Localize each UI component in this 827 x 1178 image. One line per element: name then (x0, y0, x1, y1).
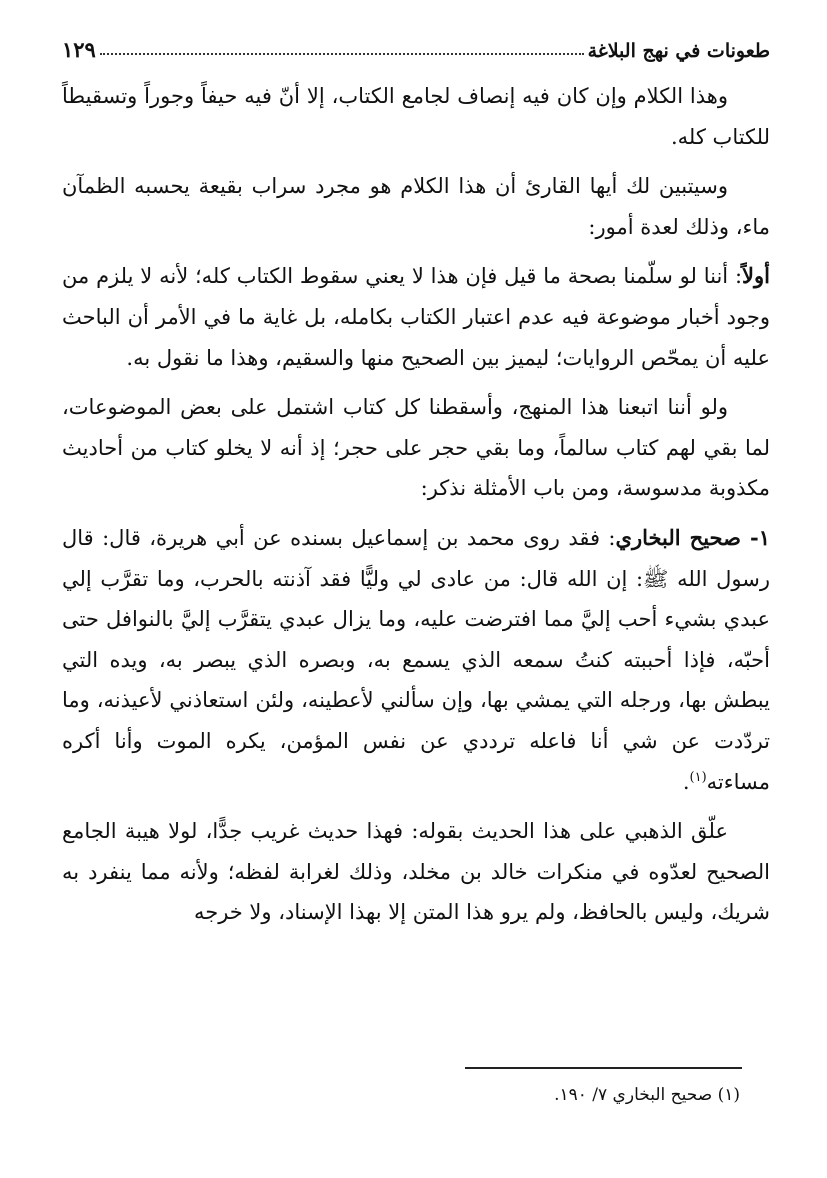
paragraph-3-text: : أننا لو سلّمنا بصحة ما قيل فإن هذا لا يعني سقوط الكتاب كله؛ لأنه لا يلزم من وجود أخبار موضوعة فيه عدم اعتبار الكتاب بكامله، بل غاية ما في الأمر أن الباحث عليه أن يمحّص الروايات؛ ليميز بين الصحيح منها والسقيم، وهذا ما نقول به. (62, 264, 770, 370)
paragraph-5 (62, 518, 770, 802)
paragraph-4: ولو أننا اتبعنا هذا المنهج، وأسقطنا كل كتاب اشتمل على بعض الموضوعات، لما بقي لهم كتاب سالماً، وما بقي حجر على حجر؛ إذ أنه لا يخلو كتاب من أحاديث مكذوبة مدسوسة، ومن باب الأمثلة نذكر: (62, 395, 770, 501)
paragraph-1: وهذا الكلام وإن كان فيه إنصاف لجامع الكتاب، إلا أنّ فيه حيفاً وجوراً وتسقيطاً للكتاب كله. (62, 84, 770, 149)
paragraph-5-end: . (682, 769, 690, 794)
paragraph-5-lead: ١- صحيح البخاري (615, 524, 770, 550)
page-header (62, 26, 770, 62)
page-body (62, 76, 770, 942)
footnote: (١) صحيح البخاري ٧/ ١٩٠. (554, 1085, 740, 1105)
paragraph-2: وسيتبين لك أيها القارئ أن هذا الكلام هو مجرد سراب بقيعة يحسبه الظمآن ماء، وذلك لعدة أمور: (62, 174, 770, 239)
footnote-reference: (١) (689, 769, 707, 785)
paragraph-6: علّق الذهبي على هذا الحديث بقوله: فهذا حديث غريب جدًّا، لولا هيبة الجامع الصحيح لعدّوه في منكرات خالد بن مخلد، وذلك لغرابة لفظه؛ ولأنه مما ينفرد به شريك، وليس بالحافظ، ولم يرو هذا المتن إلا بهذا الإسناد، ولا خرجه (62, 819, 770, 925)
paragraph-5-text: : فقد روى محمد بن إسماعيل بسنده عن أبي هريرة، قال: قال رسول الله ﷺ: إن الله قال: من عادى لي وليًّا فقد آذنته بالحرب، وما تقرَّب إلي عبدي بشيء أحب إليَّ مما افترضت عليه، وما يزال عبدي يتقرَّب إليَّ بالنوافل حتى أحبّه، فإذا أحببته كنتُ سمعه الذي يسمع به، وبصره الذي يبصر به، ويده التي يبطش بها، ورجله التي يمشي بها، وإن سألني لأعطينه، ولئن استعاذني لأعيذنه، وما تردّدت عن شي أنا فاعله ترددي عن نفس المؤمن، يكره الموت وأنا أكره مساءته (62, 525, 770, 794)
book-title: طعونات في نهج البلاغة (587, 40, 770, 62)
paragraph-3 (62, 256, 770, 378)
footnote-divider (465, 1067, 742, 1069)
header-leader-dots (100, 53, 584, 55)
paragraph-3-lead: أولاً (742, 263, 770, 289)
page-number: ١٢٩ (62, 37, 96, 62)
